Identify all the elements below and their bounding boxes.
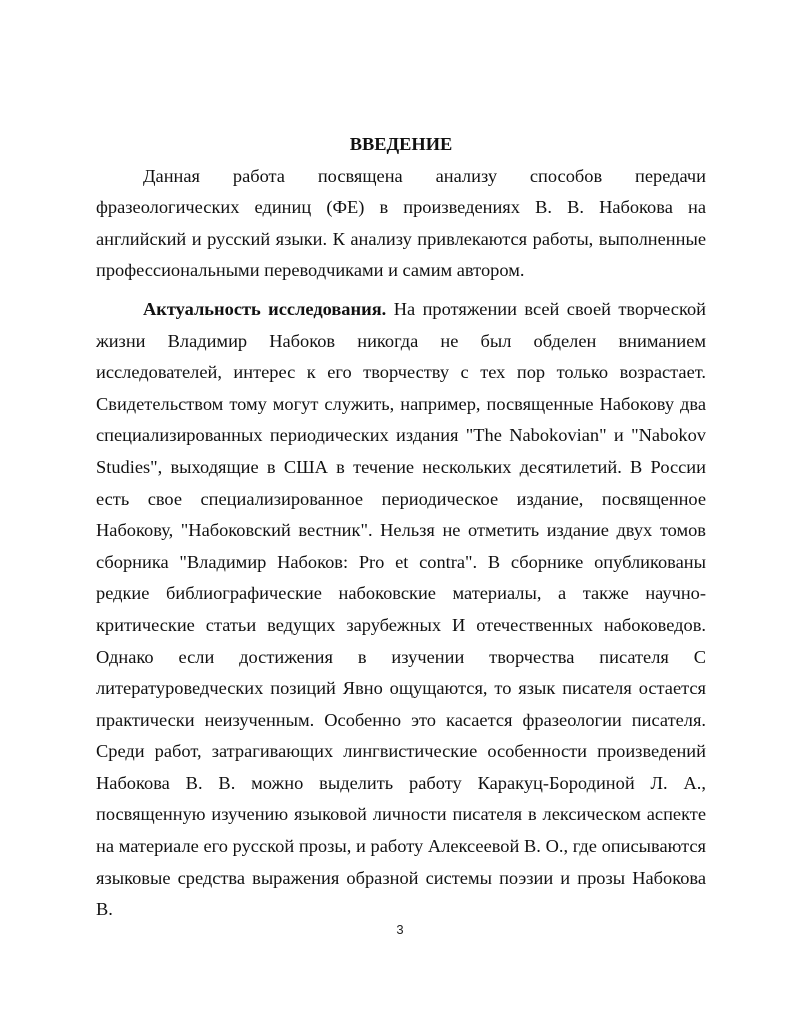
page-number: 3: [396, 922, 404, 937]
relevance-text: На протяжении всей своей творческой жизни Владимир Набоков никогда не был обделен вниманием исследователей, интерес к его творчеству с тех пор только возрастает. Свидетельством тому могут служить, например, посвященные Набокову два специализированных периодических издания "The Nabokovian" и "Nabokov Studies", выходящие в США в течение нескольких десятилетий. В России есть свое специализированное периодическое издание, посвященное Набокову, "Набоковский вестник". Нельзя не отметить издание двух томов сборника "Владимир Набоков: Pro et contra". В сборнике опубликованы редкие библиографические набоковские материалы, а также научно-критические статьи ведущих зарубежных И отечественных набоковедов. Однако если достижения в изучении творчества писателя С литературоведческих позиций Явно ощущаются, то язык писателя остается практически неизученным. Особенно это касается фразеологии писателя. Среди работ, затрагивающих лингвистические особенности произведений Набокова В. В. можно выделить работу Каракуц-Бородиной Л. А., посвященную изучению языковой личности писателя в лексическом аспекте на материале его русской прозы, и работу Алексеевой В. О., где описываются языковые средства выражения образной системы поэзии и прозы Набокова В.: [96, 298, 706, 920]
relevance-heading: Актуальность исследования.: [143, 298, 387, 319]
page-title: ВВЕДЕНИЕ: [349, 134, 453, 154]
intro-paragraph: Данная работа посвящена анализу способов передачи фразеологических единиц (ФЕ) в произведениях В. В. Набокова на английский и русский языки. К анализу привлекаются работы, выполненные профессиональными переводчиками и самим автором.: [96, 165, 706, 281]
document-body: [96, 129, 706, 926]
relevance-paragraph: [96, 294, 706, 926]
